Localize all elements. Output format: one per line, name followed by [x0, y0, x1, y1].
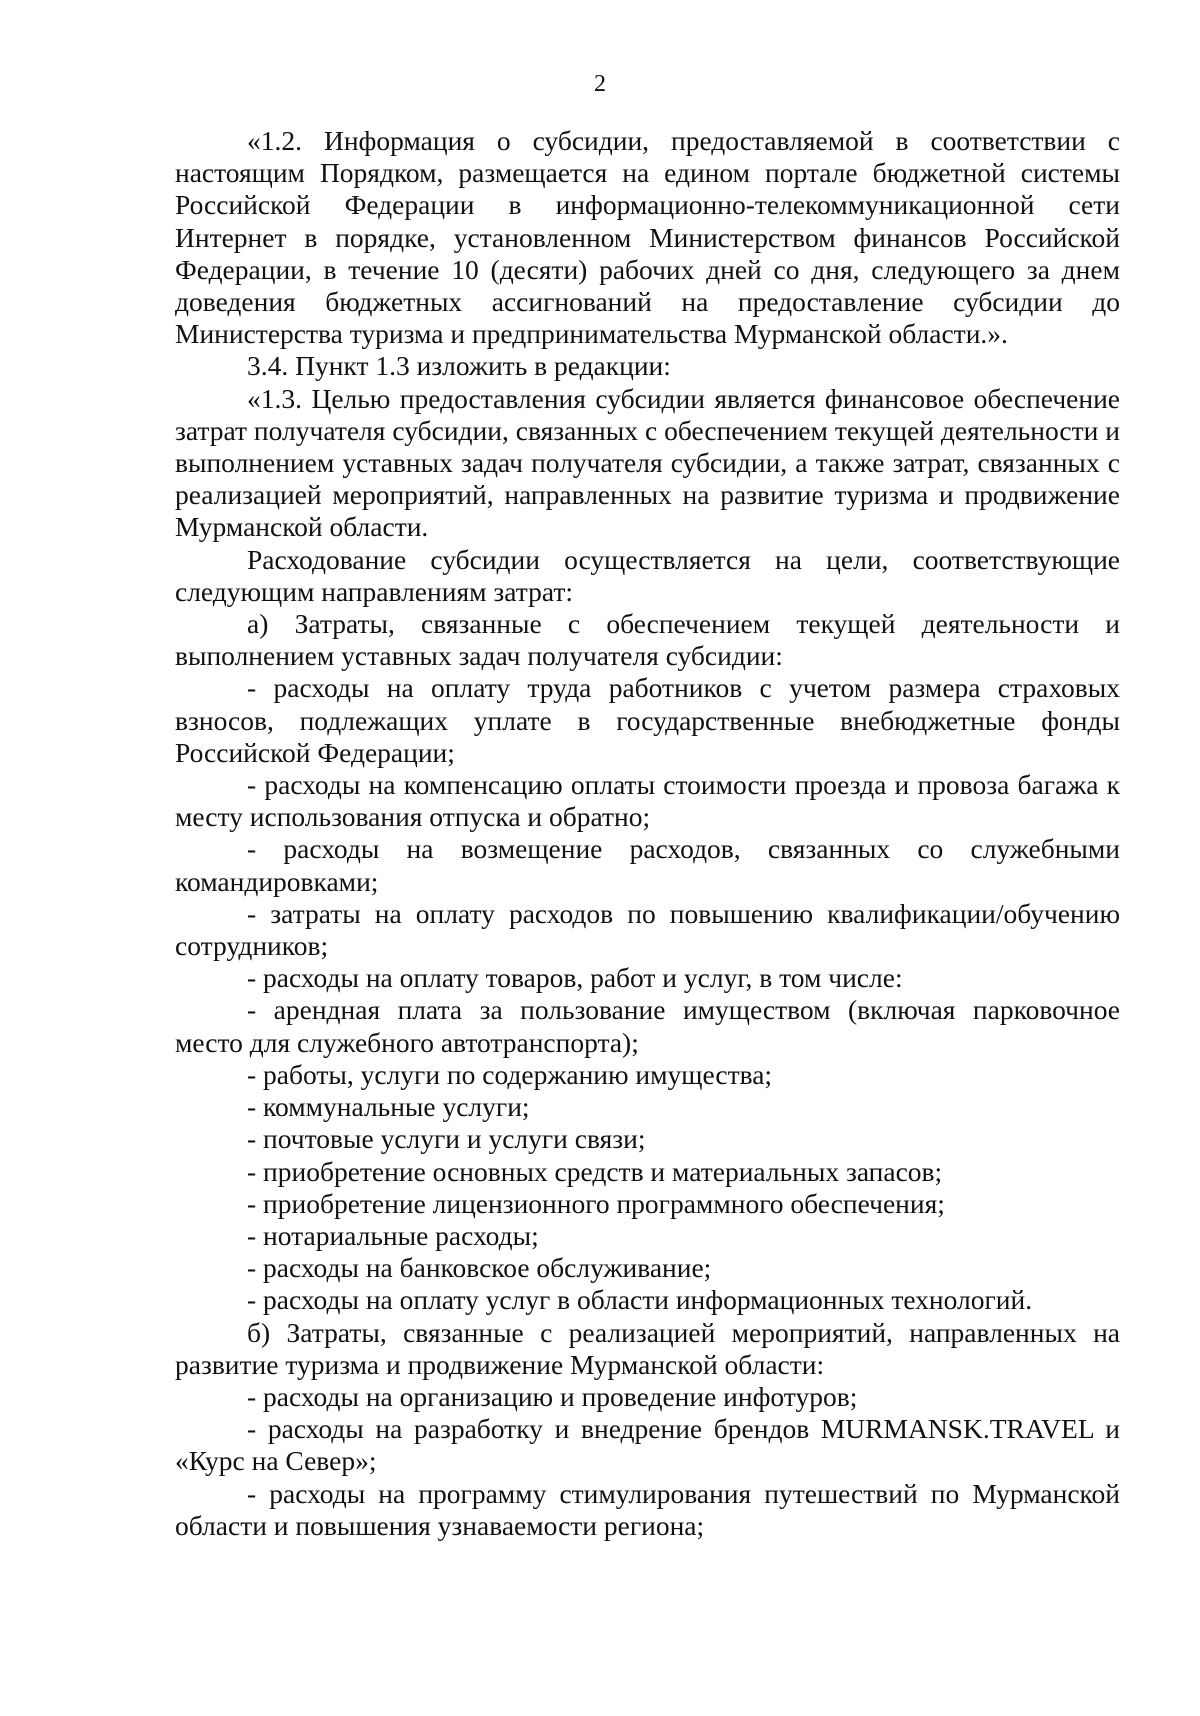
- document-body: [175, 125, 1120, 1542]
- list-item: - расходы на возмещение расходов, связанных со служебными командировками;: [175, 833, 1120, 897]
- paragraph-section-a: а) Затраты, связанные с обеспечением текущей деятельности и выполнением уставных задач получателя субсидии:: [175, 608, 1120, 672]
- list-item: - расходы на компенсацию оплаты стоимости проезда и провоза багажа к месту использования отпуска и обратно;: [175, 769, 1120, 833]
- list-item: - расходы на программу стимулирования путешествий по Мурманской области и повышения узнаваемости региона;: [175, 1477, 1120, 1541]
- list-item: - расходы на организацию и проведение инфотуров;: [247, 1380, 858, 1412]
- list-item: - почтовые услуги и услуги связи;: [247, 1123, 646, 1155]
- list-item: - арендная плата за пользование имуществом (включая парковочное место для служебного автотранспорта);: [175, 994, 1120, 1058]
- list-item: - расходы на оплату труда работников с учетом размера страховых взносов, подлежащих уплате в государственные внебюджетные фонды Российской Федерации;: [175, 672, 1120, 768]
- list-item: - расходы на оплату товаров, работ и услуг, в том числе:: [247, 962, 903, 994]
- list-item: - расходы на оплату услуг в области информационных технологий.: [247, 1284, 1033, 1316]
- list-item: - приобретение лицензионного программного обеспечения;: [247, 1187, 945, 1219]
- list-item: - нотариальные расходы;: [247, 1219, 539, 1251]
- page-number: 2: [594, 71, 606, 97]
- paragraph-1-2: «1.2. Информация о субсидии, предоставляемой в соответствии с настоящим Порядком, размещается на едином портале бюджетной системы Российской Федерации в информационно-телекоммуникационной сети Интернет в порядке, установленном Министерством финансов Российской Федерации, в течение 10 (десяти) рабочих дней со дня, следующего за днем доведения бюджетных ассигнований на предоставление субсидии до Министерства туризма и предпринимательства Мурманской области.».: [175, 125, 1120, 350]
- paragraph-1-3: «1.3. Целью предоставления субсидии является финансовое обеспечение затрат получателя субсидии, связанных с обеспечением текущей деятельности и выполнением уставных задач получателя субсидии, а также затрат, связанных с реализацией мероприятий, направленных на развитие туризма и продвижение Мурманской области.: [175, 382, 1120, 543]
- list-item: - расходы на разработку и внедрение брендов MURMANSK.TRAVEL и «Курс на Север»;: [175, 1413, 1120, 1477]
- list-item: - работы, услуги по содержанию имущества;: [247, 1058, 773, 1090]
- list-item: - приобретение основных средств и материальных запасов;: [247, 1155, 943, 1187]
- list-item: - затраты на оплату расходов по повышению квалификации/обучению сотрудников;: [175, 897, 1120, 962]
- paragraph-3-4: 3.4. Пункт 1.3 изложить в редакции:: [247, 350, 671, 382]
- list-item: - расходы на банковское обслуживание;: [247, 1252, 712, 1284]
- paragraph-spending: Расходование субсидии осуществляется на цели, соответствующие следующим направлениям затрат:: [175, 543, 1120, 607]
- paragraph-section-b: б) Затраты, связанные с реализацией мероприятий, направленных на развитие туризма и продвижение Мурманской области:: [175, 1316, 1120, 1380]
- list-item: - коммунальные услуги;: [247, 1091, 530, 1123]
